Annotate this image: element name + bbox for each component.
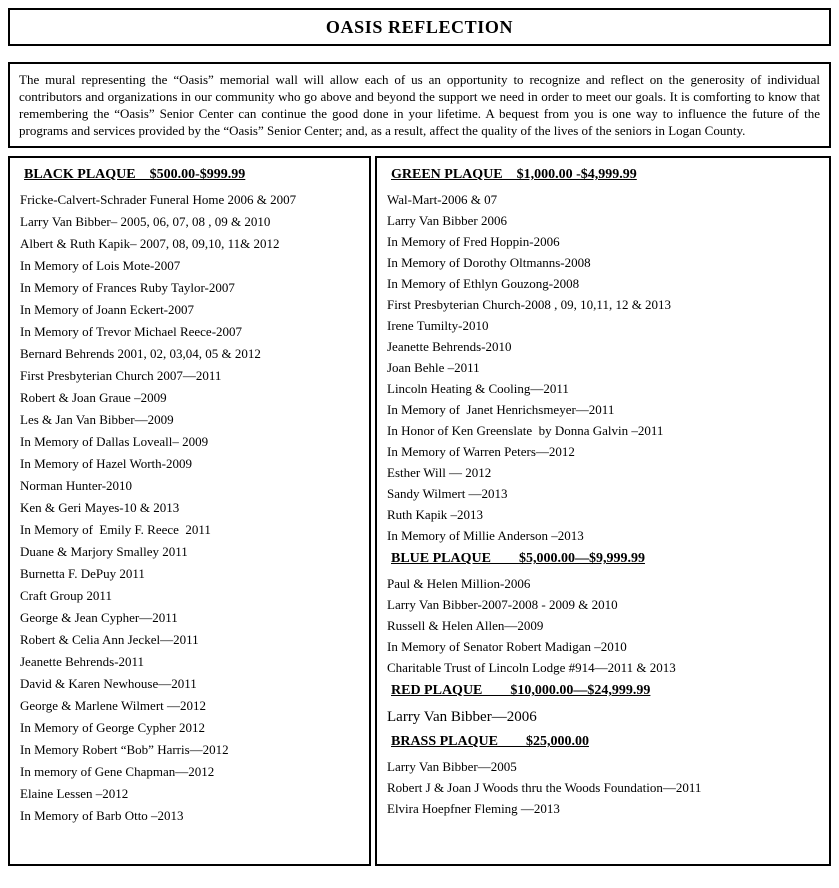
list-item: In Memory of Frances Ruby Taylor-2007 [20, 280, 235, 295]
left-column [8, 156, 371, 866]
list-item: In Memory of Ethlyn Gouzong-2008 [387, 276, 580, 291]
list-item: Elaine Lessen –2012 [20, 786, 129, 801]
list-item: George & Marlene Wilmert —2012 [20, 698, 207, 713]
red-plaque-heading-text: RED PLAQUE $10,000.00—$24,999.99 [391, 683, 651, 698]
plaque-columns [8, 156, 831, 866]
green-plaque-list [383, 189, 823, 546]
brass-plaque-heading [391, 734, 823, 750]
list-item: In Memory of Lois Mote-2007 [20, 258, 181, 273]
list-item: Ruth Kapik –2013 [387, 507, 484, 522]
list-item: Charitable Trust of Lincoln Lodge #914—2011 & 2013 [387, 660, 676, 675]
list-item: Larry Van Bibber—2006 [387, 709, 537, 725]
list-item: Robert J & Joan J Woods thru the Woods Foundation—2011 [387, 780, 702, 795]
list-item: Lincoln Heating & Cooling—2011 [387, 381, 569, 396]
green-plaque-heading [391, 167, 823, 183]
list-item: Elvira Hoepfner Fleming —2013 [387, 801, 560, 816]
list-item: In Memory of Joann Eckert-2007 [20, 302, 195, 317]
list-item: In Memory of Barb Otto –2013 [20, 808, 184, 823]
list-item: In Memory of Dorothy Oltmanns-2008 [387, 255, 591, 270]
intro-box [8, 62, 831, 148]
list-item: Sandy Wilmert —2013 [387, 486, 508, 501]
list-item: Larry Van Bibber– 2005, 06, 07, 08 , 09 & 2010 [20, 214, 271, 229]
list-item: Norman Hunter-2010 [20, 478, 133, 493]
list-item: Robert & Celia Ann Jeckel—2011 [20, 632, 199, 647]
list-item: David & Karen Newhouse—2011 [20, 676, 197, 691]
blue-plaque-list [383, 573, 823, 678]
list-item: Craft Group 2011 [20, 588, 112, 603]
list-item: In Memory Robert “Bob” Harris—2012 [20, 742, 229, 757]
list-item: Wal-Mart-2006 & 07 [387, 192, 498, 207]
list-item: George & Jean Cypher—2011 [20, 610, 178, 625]
blue-plaque-heading-text: BLUE PLAQUE $5,000.00—$9,999.99 [391, 551, 645, 566]
brass-plaque-list [383, 756, 823, 819]
list-item: Larry Van Bibber-2007-2008 - 2009 & 2010 [387, 597, 618, 612]
list-item: In Honor of Ken Greenslate by Donna Galvin –2011 [387, 423, 664, 438]
list-item: In Memory of Fred Hoppin-2006 [387, 234, 560, 249]
list-item: Larry Van Bibber—2005 [387, 759, 517, 774]
list-item: Russell & Helen Allen—2009 [387, 618, 544, 633]
list-item: Esther Will — 2012 [387, 465, 492, 480]
list-item: In Memory of Emily F. Reece 2011 [20, 522, 211, 537]
green-plaque-heading-text: GREEN PLAQUE $1,000.00 -$4,999.99 [391, 167, 637, 182]
list-item: Irene Tumilty-2010 [387, 318, 489, 333]
right-column [375, 156, 831, 866]
list-item: Larry Van Bibber 2006 [387, 213, 507, 228]
intro-text: The mural representing the “Oasis” memorial wall will allow each of us an opportunity to recognize and reflect on the generosity of individual contributors and organizations in our community who go above and beyond the support we need in order to meet our goals. It is comforting to know that remembering the “Oasis” Senior Center can continue the good done in your lifetime. A bequest from you is one way to influence the future of the programs and services provided by the “Oasis” Senior Center; and, as a result, affect the quality of the lives of the seniors in Logan County. [19, 72, 820, 138]
list-item: Robert & Joan Graue –2009 [20, 390, 167, 405]
list-item: In Memory of Janet Henrichsmeyer—2011 [387, 402, 615, 417]
black-plaque-list [16, 189, 363, 827]
list-item: In Memory of Hazel Worth-2009 [20, 456, 193, 471]
list-item: Joan Behle –2011 [387, 360, 480, 375]
list-item: In Memory of Warren Peters—2012 [387, 444, 575, 459]
list-item: Jeanette Behrends-2011 [20, 654, 145, 669]
list-item: In Memory of Trevor Michael Reece-2007 [20, 324, 243, 339]
brass-plaque-heading-text: BRASS PLAQUE $25,000.00 [391, 734, 589, 749]
red-plaque-list [383, 705, 823, 729]
list-item: In memory of Gene Chapman—2012 [20, 764, 215, 779]
black-plaque-heading-text: BLACK PLAQUE $500.00-$999.99 [24, 167, 246, 182]
blue-plaque-heading [391, 551, 823, 567]
list-item: In Memory of Senator Robert Madigan –2010 [387, 639, 627, 654]
list-item: Albert & Ruth Kapik– 2007, 08, 09,10, 11& 2012 [20, 236, 280, 251]
list-item: Burnetta F. DePuy 2011 [20, 566, 145, 581]
list-item: In Memory of Dallas Loveall– 2009 [20, 434, 209, 449]
red-plaque-heading [391, 683, 823, 699]
list-item: Duane & Marjory Smalley 2011 [20, 544, 188, 559]
list-item: Jeanette Behrends-2010 [387, 339, 512, 354]
list-item: Bernard Behrends 2001, 02, 03,04, 05 & 2012 [20, 346, 261, 361]
list-item: In Memory of Millie Anderson –2013 [387, 528, 584, 543]
list-item: Les & Jan Van Bibber—2009 [20, 412, 174, 427]
page-title: OASIS REFLECTION [325, 16, 514, 37]
list-item: First Presbyterian Church 2007—2011 [20, 368, 222, 383]
list-item: Fricke-Calvert-Schrader Funeral Home 2006 & 2007 [20, 192, 297, 207]
black-plaque-heading [24, 167, 363, 183]
list-item: First Presbyterian Church-2008 , 09, 10,11, 12 & 2013 [387, 297, 672, 312]
title-box [8, 8, 831, 46]
list-item: In Memory of George Cypher 2012 [20, 720, 205, 735]
list-item: Ken & Geri Mayes-10 & 2013 [20, 500, 180, 515]
list-item: Paul & Helen Million-2006 [387, 576, 531, 591]
